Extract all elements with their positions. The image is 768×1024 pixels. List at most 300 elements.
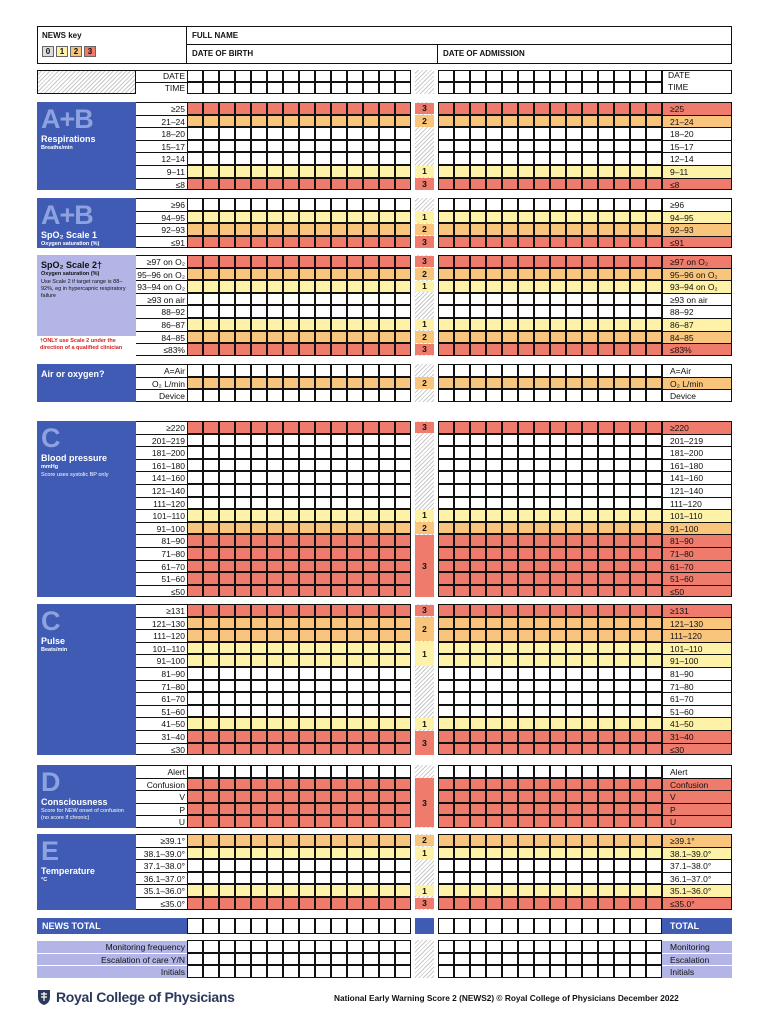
row-cons-cell[interactable] — [566, 790, 582, 803]
news-total-cell[interactable] — [315, 918, 331, 934]
datetime-time-cell[interactable] — [203, 82, 219, 94]
row-temp-cell[interactable] — [518, 872, 534, 885]
row-pulse-cell[interactable] — [219, 667, 235, 680]
footer-row-cell[interactable] — [299, 940, 315, 953]
row-pulse-cell[interactable] — [486, 730, 502, 743]
row-pulse-cell[interactable] — [470, 692, 486, 705]
row-bp-cell[interactable] — [315, 585, 331, 598]
row-resp-cell[interactable] — [187, 115, 203, 128]
row-pulse-cell[interactable] — [379, 705, 395, 718]
row-pulse-cell[interactable] — [347, 629, 363, 642]
row-spo2-cell[interactable] — [203, 318, 219, 331]
row-resp-cell[interactable] — [283, 115, 299, 128]
row-cons-cell[interactable] — [646, 803, 662, 816]
row-bp-cell[interactable] — [454, 421, 470, 434]
row-pulse-cell[interactable] — [470, 743, 486, 756]
row-cons-cell[interactable] — [363, 778, 379, 791]
row-pulse-cell[interactable] — [550, 617, 566, 630]
row-spo2-cell[interactable] — [347, 293, 363, 306]
row-resp-cell[interactable] — [454, 152, 470, 165]
news-total-cell[interactable] — [486, 918, 502, 934]
row-bp-cell[interactable] — [518, 471, 534, 484]
row-spo2-cell[interactable] — [363, 318, 379, 331]
row-resp-cell[interactable] — [251, 178, 267, 191]
row-bp-cell[interactable] — [630, 471, 646, 484]
row-bp-cell[interactable] — [598, 572, 614, 585]
row-pulse-cell[interactable] — [550, 692, 566, 705]
row-bp-cell[interactable] — [235, 522, 251, 535]
row-temp-cell[interactable] — [267, 847, 283, 860]
row-spo2-cell[interactable] — [502, 343, 518, 356]
row-bp-cell[interactable] — [283, 421, 299, 434]
row-cons-cell[interactable] — [470, 803, 486, 816]
row-pulse-cell[interactable] — [646, 654, 662, 667]
footer-row-cell[interactable] — [379, 953, 395, 966]
row-temp-cell[interactable] — [219, 884, 235, 897]
row-pulse-cell[interactable] — [299, 680, 315, 693]
row-temp-cell[interactable] — [395, 897, 411, 910]
dob-field[interactable] — [187, 45, 438, 64]
row-spo1-cell[interactable] — [502, 236, 518, 249]
row-spo2-cell[interactable] — [454, 268, 470, 281]
row-temp-cell[interactable] — [299, 884, 315, 897]
row-bp-cell[interactable] — [486, 585, 502, 598]
row-pulse-cell[interactable] — [630, 604, 646, 617]
row-resp-cell[interactable] — [299, 140, 315, 153]
row-bp-cell[interactable] — [646, 484, 662, 497]
row-bp-cell[interactable] — [598, 585, 614, 598]
row-pulse-cell[interactable] — [598, 692, 614, 705]
row-bp-cell[interactable] — [598, 421, 614, 434]
footer-row-cell[interactable] — [363, 940, 379, 953]
row-spo2-cell[interactable] — [267, 343, 283, 356]
row-spo1-cell[interactable] — [251, 211, 267, 224]
row-resp-cell[interactable] — [203, 165, 219, 178]
row-bp-cell[interactable] — [315, 522, 331, 535]
row-resp-cell[interactable] — [614, 152, 630, 165]
row-pulse-cell[interactable] — [598, 617, 614, 630]
row-pulse-cell[interactable] — [598, 604, 614, 617]
row-bp-cell[interactable] — [438, 484, 454, 497]
footer-row-cell[interactable] — [470, 940, 486, 953]
row-resp-cell[interactable] — [630, 140, 646, 153]
row-bp-cell[interactable] — [187, 560, 203, 573]
row-resp-cell[interactable] — [566, 127, 582, 140]
row-air-cell[interactable] — [219, 389, 235, 402]
row-bp-cell[interactable] — [566, 509, 582, 522]
row-cons-cell[interactable] — [630, 815, 646, 828]
row-bp-cell[interactable] — [379, 522, 395, 535]
row-pulse-cell[interactable] — [646, 730, 662, 743]
row-pulse-cell[interactable] — [187, 617, 203, 630]
row-temp-cell[interactable] — [347, 859, 363, 872]
row-pulse-cell[interactable] — [518, 717, 534, 730]
row-bp-cell[interactable] — [486, 434, 502, 447]
row-pulse-cell[interactable] — [395, 617, 411, 630]
row-bp-cell[interactable] — [299, 421, 315, 434]
row-pulse-cell[interactable] — [251, 680, 267, 693]
row-cons-cell[interactable] — [550, 765, 566, 778]
row-cons-cell[interactable] — [315, 815, 331, 828]
row-pulse-cell[interactable] — [438, 667, 454, 680]
row-temp-cell[interactable] — [438, 859, 454, 872]
row-bp-cell[interactable] — [486, 509, 502, 522]
row-pulse-cell[interactable] — [630, 743, 646, 756]
row-pulse-cell[interactable] — [363, 629, 379, 642]
row-cons-cell[interactable] — [550, 815, 566, 828]
row-spo2-cell[interactable] — [502, 268, 518, 281]
row-spo2-cell[interactable] — [582, 268, 598, 281]
row-temp-cell[interactable] — [283, 872, 299, 885]
row-temp-cell[interactable] — [267, 834, 283, 847]
row-spo2-cell[interactable] — [518, 305, 534, 318]
footer-row-cell[interactable] — [582, 953, 598, 966]
row-pulse-cell[interactable] — [614, 667, 630, 680]
row-resp-cell[interactable] — [283, 102, 299, 115]
row-resp-cell[interactable] — [614, 115, 630, 128]
row-spo1-cell[interactable] — [187, 236, 203, 249]
footer-row-cell[interactable] — [630, 953, 646, 966]
row-bp-cell[interactable] — [454, 585, 470, 598]
row-bp-cell[interactable] — [470, 560, 486, 573]
row-cons-cell[interactable] — [438, 778, 454, 791]
row-bp-cell[interactable] — [347, 434, 363, 447]
row-pulse-cell[interactable] — [379, 642, 395, 655]
row-spo2-cell[interactable] — [646, 305, 662, 318]
row-spo2-cell[interactable] — [598, 331, 614, 344]
row-pulse-cell[interactable] — [315, 654, 331, 667]
row-pulse-cell[interactable] — [347, 642, 363, 655]
row-bp-cell[interactable] — [299, 509, 315, 522]
row-resp-cell[interactable] — [630, 152, 646, 165]
row-air-cell[interactable] — [550, 377, 566, 390]
row-pulse-cell[interactable] — [347, 654, 363, 667]
row-bp-cell[interactable] — [395, 572, 411, 585]
row-bp-cell[interactable] — [470, 446, 486, 459]
row-bp-cell[interactable] — [283, 572, 299, 585]
row-spo1-cell[interactable] — [550, 223, 566, 236]
row-pulse-cell[interactable] — [363, 654, 379, 667]
row-spo1-cell[interactable] — [470, 236, 486, 249]
row-temp-cell[interactable] — [379, 859, 395, 872]
row-pulse-cell[interactable] — [486, 617, 502, 630]
row-bp-cell[interactable] — [347, 585, 363, 598]
row-spo2-cell[interactable] — [566, 268, 582, 281]
row-resp-cell[interactable] — [363, 102, 379, 115]
row-resp-cell[interactable] — [235, 178, 251, 191]
row-spo2-cell[interactable] — [347, 318, 363, 331]
row-temp-cell[interactable] — [582, 834, 598, 847]
row-bp-cell[interactable] — [454, 522, 470, 535]
row-temp-cell[interactable] — [299, 872, 315, 885]
row-spo2-cell[interactable] — [347, 268, 363, 281]
footer-row-cell[interactable] — [614, 965, 630, 978]
row-bp-cell[interactable] — [534, 572, 550, 585]
row-cons-cell[interactable] — [235, 778, 251, 791]
row-resp-cell[interactable] — [379, 140, 395, 153]
row-bp-cell[interactable] — [438, 471, 454, 484]
row-spo1-cell[interactable] — [598, 236, 614, 249]
footer-row-cell[interactable] — [203, 953, 219, 966]
row-temp-cell[interactable] — [582, 859, 598, 872]
row-spo1-cell[interactable] — [283, 223, 299, 236]
row-cons-cell[interactable] — [518, 790, 534, 803]
datetime-date-cell[interactable] — [438, 70, 454, 82]
row-cons-cell[interactable] — [470, 790, 486, 803]
row-spo2-cell[interactable] — [395, 268, 411, 281]
row-temp-cell[interactable] — [582, 884, 598, 897]
row-temp-cell[interactable] — [331, 897, 347, 910]
row-bp-cell[interactable] — [566, 585, 582, 598]
row-cons-cell[interactable] — [470, 765, 486, 778]
row-pulse-cell[interactable] — [219, 743, 235, 756]
row-pulse-cell[interactable] — [395, 667, 411, 680]
row-spo1-cell[interactable] — [203, 211, 219, 224]
footer-row-cell[interactable] — [283, 953, 299, 966]
row-bp-cell[interactable] — [187, 484, 203, 497]
row-bp-cell[interactable] — [283, 560, 299, 573]
row-pulse-cell[interactable] — [438, 629, 454, 642]
row-bp-cell[interactable] — [486, 446, 502, 459]
row-spo1-cell[interactable] — [331, 236, 347, 249]
row-cons-cell[interactable] — [203, 778, 219, 791]
row-bp-cell[interactable] — [470, 522, 486, 535]
row-pulse-cell[interactable] — [470, 617, 486, 630]
row-spo2-cell[interactable] — [347, 343, 363, 356]
row-spo2-cell[interactable] — [379, 305, 395, 318]
row-temp-cell[interactable] — [550, 834, 566, 847]
row-pulse-cell[interactable] — [219, 642, 235, 655]
row-cons-cell[interactable] — [379, 778, 395, 791]
row-cons-cell[interactable] — [283, 778, 299, 791]
row-air-cell[interactable] — [203, 364, 219, 377]
row-pulse-cell[interactable] — [502, 743, 518, 756]
row-temp-cell[interactable] — [566, 834, 582, 847]
row-pulse-cell[interactable] — [187, 730, 203, 743]
row-spo2-cell[interactable] — [395, 293, 411, 306]
row-pulse-cell[interactable] — [646, 629, 662, 642]
row-bp-cell[interactable] — [219, 509, 235, 522]
row-pulse-cell[interactable] — [502, 604, 518, 617]
row-temp-cell[interactable] — [203, 897, 219, 910]
row-air-cell[interactable] — [454, 364, 470, 377]
news-total-cell[interactable] — [299, 918, 315, 934]
footer-row-cell[interactable] — [283, 965, 299, 978]
row-spo2-cell[interactable] — [566, 305, 582, 318]
row-pulse-cell[interactable] — [518, 680, 534, 693]
row-pulse-cell[interactable] — [203, 705, 219, 718]
row-temp-cell[interactable] — [614, 859, 630, 872]
row-resp-cell[interactable] — [299, 102, 315, 115]
row-pulse-cell[interactable] — [267, 654, 283, 667]
row-pulse-cell[interactable] — [283, 743, 299, 756]
footer-row-cell[interactable] — [438, 940, 454, 953]
row-pulse-cell[interactable] — [550, 743, 566, 756]
row-spo1-cell[interactable] — [502, 198, 518, 211]
row-bp-cell[interactable] — [486, 497, 502, 510]
row-spo2-cell[interactable] — [235, 331, 251, 344]
row-bp-cell[interactable] — [251, 522, 267, 535]
row-spo2-cell[interactable] — [379, 331, 395, 344]
row-pulse-cell[interactable] — [534, 604, 550, 617]
row-pulse-cell[interactable] — [518, 617, 534, 630]
row-cons-cell[interactable] — [582, 815, 598, 828]
footer-row-cell[interactable] — [251, 953, 267, 966]
row-bp-cell[interactable] — [363, 522, 379, 535]
row-pulse-cell[interactable] — [502, 705, 518, 718]
row-resp-cell[interactable] — [518, 102, 534, 115]
row-pulse-cell[interactable] — [219, 705, 235, 718]
row-bp-cell[interactable] — [203, 434, 219, 447]
row-resp-cell[interactable] — [582, 127, 598, 140]
row-air-cell[interactable] — [630, 377, 646, 390]
row-air-cell[interactable] — [283, 377, 299, 390]
row-spo2-cell[interactable] — [470, 305, 486, 318]
row-spo1-cell[interactable] — [187, 223, 203, 236]
row-temp-cell[interactable] — [219, 834, 235, 847]
datetime-time-cell[interactable] — [315, 82, 331, 94]
row-bp-cell[interactable] — [315, 509, 331, 522]
row-bp-cell[interactable] — [363, 560, 379, 573]
row-spo2-cell[interactable] — [235, 280, 251, 293]
row-bp-cell[interactable] — [630, 509, 646, 522]
row-resp-cell[interactable] — [267, 152, 283, 165]
row-bp-cell[interactable] — [646, 534, 662, 547]
row-bp-cell[interactable] — [267, 534, 283, 547]
row-cons-cell[interactable] — [630, 765, 646, 778]
row-bp-cell[interactable] — [646, 509, 662, 522]
row-bp-cell[interactable] — [646, 560, 662, 573]
row-bp-cell[interactable] — [630, 459, 646, 472]
row-resp-cell[interactable] — [299, 152, 315, 165]
row-spo2-cell[interactable] — [438, 331, 454, 344]
row-bp-cell[interactable] — [646, 459, 662, 472]
row-cons-cell[interactable] — [646, 815, 662, 828]
row-resp-cell[interactable] — [646, 102, 662, 115]
row-pulse-cell[interactable] — [235, 617, 251, 630]
row-spo2-cell[interactable] — [646, 331, 662, 344]
row-spo1-cell[interactable] — [486, 223, 502, 236]
row-cons-cell[interactable] — [438, 765, 454, 778]
news-total-cell[interactable] — [363, 918, 379, 934]
row-temp-cell[interactable] — [614, 834, 630, 847]
row-spo1-cell[interactable] — [438, 223, 454, 236]
row-bp-cell[interactable] — [486, 560, 502, 573]
row-temp-cell[interactable] — [646, 872, 662, 885]
row-cons-cell[interactable] — [299, 815, 315, 828]
row-spo1-cell[interactable] — [379, 198, 395, 211]
row-spo1-cell[interactable] — [598, 198, 614, 211]
row-bp-cell[interactable] — [235, 459, 251, 472]
row-bp-cell[interactable] — [331, 446, 347, 459]
row-bp-cell[interactable] — [470, 534, 486, 547]
row-pulse-cell[interactable] — [267, 692, 283, 705]
row-cons-cell[interactable] — [582, 765, 598, 778]
row-temp-cell[interactable] — [438, 834, 454, 847]
row-spo2-cell[interactable] — [550, 280, 566, 293]
row-bp-cell[interactable] — [454, 471, 470, 484]
row-bp-cell[interactable] — [251, 547, 267, 560]
footer-row-cell[interactable] — [187, 940, 203, 953]
row-spo2-cell[interactable] — [395, 343, 411, 356]
row-spo1-cell[interactable] — [219, 211, 235, 224]
row-spo2-cell[interactable] — [203, 305, 219, 318]
footer-row-cell[interactable] — [267, 953, 283, 966]
row-spo2-cell[interactable] — [299, 318, 315, 331]
row-pulse-cell[interactable] — [534, 717, 550, 730]
row-resp-cell[interactable] — [347, 127, 363, 140]
row-pulse-cell[interactable] — [486, 705, 502, 718]
row-cons-cell[interactable] — [379, 815, 395, 828]
row-resp-cell[interactable] — [315, 140, 331, 153]
datetime-date-cell[interactable] — [203, 70, 219, 82]
row-bp-cell[interactable] — [395, 484, 411, 497]
footer-row-cell[interactable] — [219, 965, 235, 978]
datetime-date-cell[interactable] — [646, 70, 662, 82]
row-pulse-cell[interactable] — [219, 654, 235, 667]
row-bp-cell[interactable] — [283, 534, 299, 547]
row-resp-cell[interactable] — [566, 152, 582, 165]
row-bp-cell[interactable] — [646, 585, 662, 598]
row-bp-cell[interactable] — [614, 446, 630, 459]
row-pulse-cell[interactable] — [347, 717, 363, 730]
row-spo2-cell[interactable] — [219, 255, 235, 268]
row-bp-cell[interactable] — [534, 497, 550, 510]
row-pulse-cell[interactable] — [347, 667, 363, 680]
footer-row-cell[interactable] — [566, 940, 582, 953]
row-spo1-cell[interactable] — [315, 198, 331, 211]
row-cons-cell[interactable] — [630, 790, 646, 803]
row-pulse-cell[interactable] — [331, 743, 347, 756]
row-cons-cell[interactable] — [486, 790, 502, 803]
row-bp-cell[interactable] — [534, 522, 550, 535]
row-bp-cell[interactable] — [550, 509, 566, 522]
row-spo2-cell[interactable] — [251, 293, 267, 306]
row-spo2-cell[interactable] — [550, 343, 566, 356]
datetime-date-cell[interactable] — [283, 70, 299, 82]
datetime-date-cell[interactable] — [379, 70, 395, 82]
footer-row-cell[interactable] — [299, 965, 315, 978]
row-spo2-cell[interactable] — [534, 305, 550, 318]
row-resp-cell[interactable] — [566, 165, 582, 178]
row-bp-cell[interactable] — [395, 471, 411, 484]
row-resp-cell[interactable] — [598, 152, 614, 165]
row-resp-cell[interactable] — [363, 152, 379, 165]
row-bp-cell[interactable] — [267, 509, 283, 522]
footer-row-cell[interactable] — [395, 940, 411, 953]
row-resp-cell[interactable] — [267, 178, 283, 191]
row-bp-cell[interactable] — [203, 484, 219, 497]
row-resp-cell[interactable] — [518, 140, 534, 153]
row-temp-cell[interactable] — [395, 847, 411, 860]
row-resp-cell[interactable] — [534, 140, 550, 153]
row-temp-cell[interactable] — [187, 847, 203, 860]
row-cons-cell[interactable] — [315, 790, 331, 803]
row-spo2-cell[interactable] — [347, 255, 363, 268]
row-temp-cell[interactable] — [598, 847, 614, 860]
row-spo1-cell[interactable] — [566, 236, 582, 249]
footer-row-cell[interactable] — [347, 953, 363, 966]
footer-row-cell[interactable] — [486, 940, 502, 953]
row-resp-cell[interactable] — [187, 140, 203, 153]
row-bp-cell[interactable] — [550, 484, 566, 497]
row-spo2-cell[interactable] — [518, 280, 534, 293]
row-resp-cell[interactable] — [486, 102, 502, 115]
row-spo2-cell[interactable] — [315, 280, 331, 293]
row-bp-cell[interactable] — [486, 459, 502, 472]
row-pulse-cell[interactable] — [454, 680, 470, 693]
datetime-time-cell[interactable] — [566, 82, 582, 94]
